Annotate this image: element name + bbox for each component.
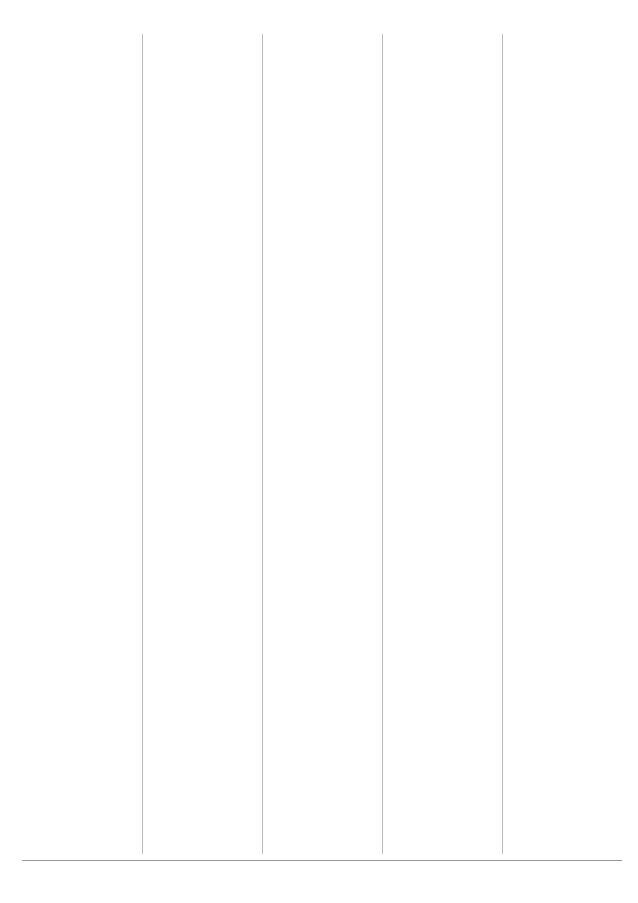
column-4 (142, 34, 262, 854)
column-3 (262, 34, 382, 854)
text-columns (22, 34, 622, 854)
column-5 (22, 34, 142, 854)
column-1 (502, 34, 622, 854)
column-2 (382, 34, 502, 854)
footer-rule (22, 860, 622, 861)
